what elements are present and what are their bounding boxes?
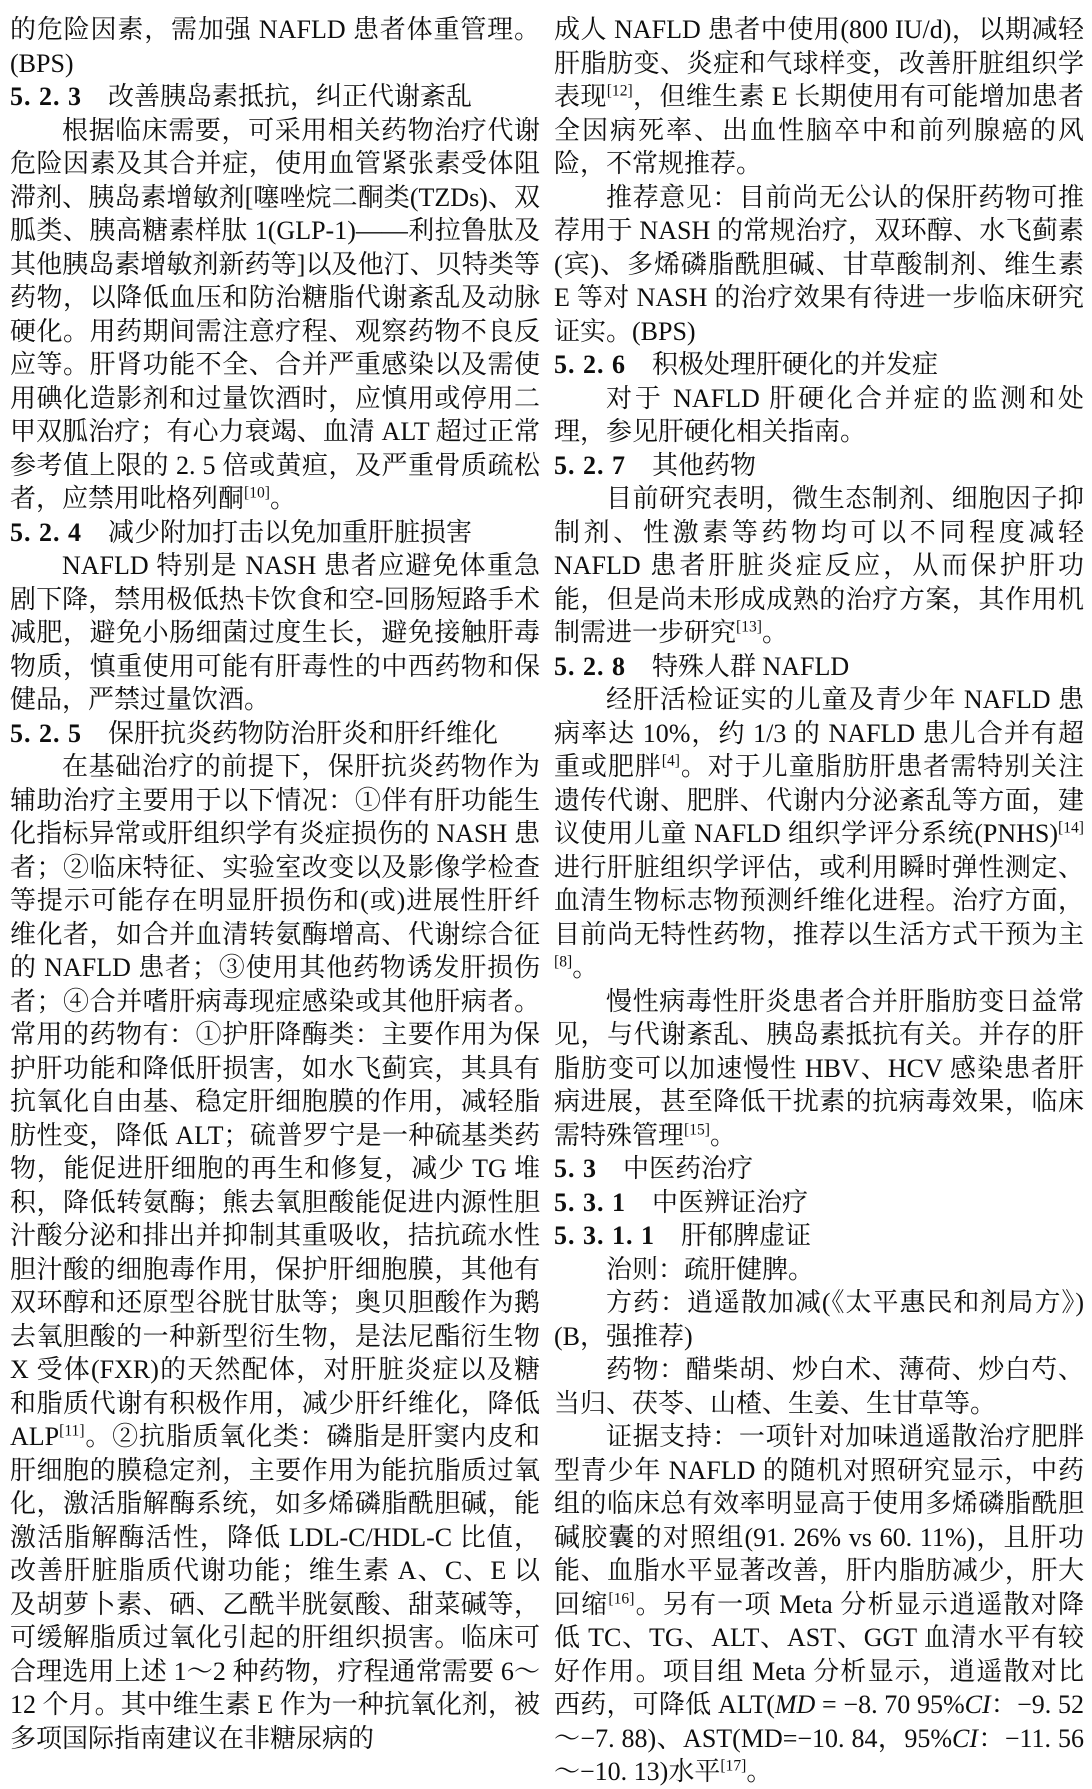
italic-term: CI	[952, 1723, 978, 1753]
section-heading	[10, 717, 540, 751]
paragraph-continuation: 的危险因素，需加强 NAFLD 患者体重管理。(BPS)	[10, 15, 540, 78]
section-number: 5. 2. 5	[10, 718, 82, 748]
section-number: 5. 2. 4	[10, 517, 82, 547]
reference-marker: [17]	[720, 1757, 747, 1775]
paragraph: 证据支持：一项针对加味逍遥散治疗肥胖型青少年 NAFLD 的随机对照研究显示，中药组的临床总有效率明显高于使用多烯磷脂酰胆碱胶囊的对照组(91. 26% vs 60. 11%)，且肝功能、血脂水平显著改善，肝内脂肪减少，肝大回缩[16]。另有一项 Meta 分析显示逍遥散对降低 TC、TG、ALT、AST、GGT 血清水平有较好作用。项目组 Meta 分析显示，逍遥散对比西药，可降低 ALT(MD = −8. 70 95%CI：−9. 52～−7. 88)、AST(MD=−10. 84，95%CI：−11. 56～−10. 13)水平[17]。	[554, 1422, 1084, 1786]
section-title: 中医辨证治疗	[652, 1187, 809, 1217]
reference-marker: [12]	[606, 82, 633, 100]
section-title: 减少附加打击以免加重肝脏损害	[108, 517, 473, 547]
section-heading	[554, 449, 1084, 483]
reference-marker: [4]	[661, 752, 680, 770]
section-heading	[554, 1219, 1084, 1253]
paragraph: 在基础治疗的前提下，保肝抗炎药物作为辅助治疗主要用于以下情况：①伴有肝功能生化指标异常或肝组织学有炎症损伤的 NASH 患者；②临床特征、实验室改变以及影像学检查等提示可能存在明显肝损伤和(或)进展性肝纤维化者，如合并血清转氨酶增高、代谢综合征的 NAFLD 患者；③使用其他药物诱发肝损伤者；④合并嗜肝病毒现症感染或其他肝病者。常用的药物有：①护肝降酶类：主要作用为保护肝功能和降低肝损害，如水飞蓟宾，其具有抗氧化自由基、稳定肝细胞膜的作用，减轻脂肪性变，降低 ALT；硫普罗宁是一种硫基类药物，能促进肝细胞的再生和修复，减少 TG 堆积，降低转氨酶；熊去氧胆酸能促进内源性胆汁酸分泌和排出并抑制其重吸收，拮抗疏水性胆汁酸的细胞毒作用，保护肝细胞膜，其他有双环醇和还原型谷胱甘肽等；奥贝胆酸作为鹅去氧胆酸的一种新型衍生物，是法尼酯衍生物 X 受体(FXR)的天然配体，对肝脏炎症以及糖和脂质代谢有积极作用，减少肝纤维化，降低 ALP[11]。②抗脂质氧化类：磷脂是肝窦内皮和肝细胞的膜稳定剂，主要作用为能抗脂质过氧化，激活脂解酶系统，如多烯磷脂酰胆碱，能激活脂解酶活性，降低 LDL-C/HDL-C 比值，改善肝脏脂质代谢功能；维生素 A、C、E 以及胡萝卜素、硒、乙酰半胱氨酸、甜菜碱等，可缓解脂质过氧化引起的肝组织损害。临床可合理选用上述 1～2 种药物，疗程通常需要 6～12 个月。其中维生素 E 作为一种抗氧化剂，被多项国际指南建议在非糖尿病的	[10, 752, 540, 1753]
paragraph: NAFLD 特别是 NASH 患者应避免体重急剧下降，禁用极低热卡饮食和空-回肠短路手术减肥，避免小肠细菌过度生长，避免接触肝毒物质，慎重使用可能有肝毒性的中西药物和保健品，严禁过量饮酒。	[10, 551, 540, 714]
italic-term: MD	[774, 1690, 816, 1719]
section-number: 5. 3. 1	[554, 1187, 626, 1217]
paragraph: 治则：疏肝健脾。	[606, 1254, 815, 1284]
section-title: 特殊人群 NAFLD	[652, 651, 850, 681]
section-number: 5. 3. 1. 1	[554, 1221, 655, 1250]
section-heading	[554, 348, 1084, 382]
section-title: 肝郁脾虚证	[681, 1221, 812, 1250]
section-heading	[554, 650, 1084, 684]
reference-marker: [15]	[684, 1120, 710, 1138]
paragraph: 目前研究表明，微生态制剂、细胞因子抑制剂、性激素等药物均可以不同程度减轻 NAFLD 患者肝脏炎症反应，从而保护肝功能，但是尚未形成成熟的治疗方案，其作用机制需进一步研究[13]。	[554, 484, 1084, 647]
column-left	[10, 13, 540, 1753]
section-heading	[554, 1152, 1084, 1186]
reference-marker: [13]	[736, 618, 762, 636]
paragraph-continuation: 成人 NAFLD 患者中使用(800 IU/d)，以期减轻肝脂肪变、炎症和气球样变，改善肝脏组织学表现[12]，但维生素 E 长期使用有可能增加患者全因病死率、出血性脑卒中和前列腺癌的风险，不常规推荐。	[554, 15, 1084, 178]
section-title: 其他药物	[652, 450, 757, 480]
reference-marker: [10]	[244, 484, 270, 502]
italic-term: CI	[964, 1690, 991, 1719]
reference-marker: [16]	[608, 1589, 635, 1607]
paragraph: 药物：醋柴胡、炒白术、薄荷、炒白芍、当归、茯苓、山楂、生姜、生甘草等。	[554, 1355, 1084, 1418]
section-title: 保肝抗炎药物防治肝炎和肝纤维化	[108, 718, 499, 748]
section-number: 5. 2. 8	[554, 651, 626, 681]
section-heading	[10, 516, 540, 550]
section-heading	[554, 1186, 1084, 1220]
paragraph: 经肝活检证实的儿童及青少年 NAFLD 患病率达 10%，约 1/3 的 NAFLD 患儿合并有超重或肥胖[4]。对于儿童脂肪肝患者需特别关注遗传代谢、肥胖、代谢内分泌紊乱等方面，建议使用儿童 NAFLD 组织学评分系统(PNHS)[14] 进行肝脏组织学评估，或利用瞬时弹性测定、血清生物标志物预测纤维化进程。治疗方面，目前尚无特性药物，推荐以生活方式干预为主[8]。	[554, 685, 1084, 982]
section-title: 改善胰岛素抵抗，纠正代谢紊乱	[108, 82, 473, 111]
paragraph: 慢性病毒性肝炎患者合并肝脂肪变日益常见，与代谢紊乱、胰岛素抵抗有关。并存的肝脂肪变可以加速慢性 HBV、HCV 感染患者肝病进展，甚至降低干扰素的抗病毒效果，临床需特殊管理[15]。	[554, 986, 1084, 1150]
reference-marker: [8]	[554, 953, 573, 971]
section-title: 积极处理肝硬化的并发症	[652, 350, 939, 379]
paragraph: 根据临床需要，可采用相关药物治疗代谢危险因素及其合并症，使用血管紧张素受体阻滞剂、胰岛素增敏剂[噻唑烷二酮类(TZDs)、双胍类、胰高糖素样肽 1(GLP-1)——利拉鲁肽及其他胰岛素增敏剂新药等]以及他汀、贝特类等药物，以降低血压和防治糖脂代谢紊乱及动脉硬化。用药期间需注意疗程、观察药物不良反应等。肝肾功能不全、合并严重感染以及需使用碘化造影剂和过量饮酒时，应慎用或停用二甲双胍治疗；有心力衰竭、血清 ALT 超过正常参考值上限的 2. 5 倍或黄疸，及严重骨质疏松者，应禁用吡格列酮[10]。	[10, 115, 540, 513]
reference-marker: [11]	[59, 1422, 85, 1440]
column-right	[554, 13, 1084, 1786]
section-number: 5. 3	[554, 1154, 597, 1183]
reference-marker: [14]	[1058, 819, 1084, 837]
paragraph: 方药：逍遥散加减(《太平惠民和剂局方》)(B，强推荐)	[554, 1288, 1084, 1351]
section-title: 中医药治疗	[623, 1154, 754, 1183]
section-heading	[10, 80, 540, 114]
section-number: 5. 2. 6	[554, 350, 626, 379]
paragraph: 推荐意见：目前尚无公认的保肝药物可推荐用于 NASH 的常规治疗，双环醇、水飞蓟素(宾)、多烯磷脂酰胆碱、甘草酸制剂、维生素 E 等对 NASH 的治疗效果有待进一步临床研究证实。(BPS)	[554, 182, 1084, 346]
section-number: 5. 2. 3	[10, 82, 82, 111]
paragraph: 对于 NAFLD 肝硬化合并症的监测和处理，参见肝硬化相关指南。	[554, 383, 1084, 446]
section-number: 5. 2. 7	[554, 450, 626, 480]
